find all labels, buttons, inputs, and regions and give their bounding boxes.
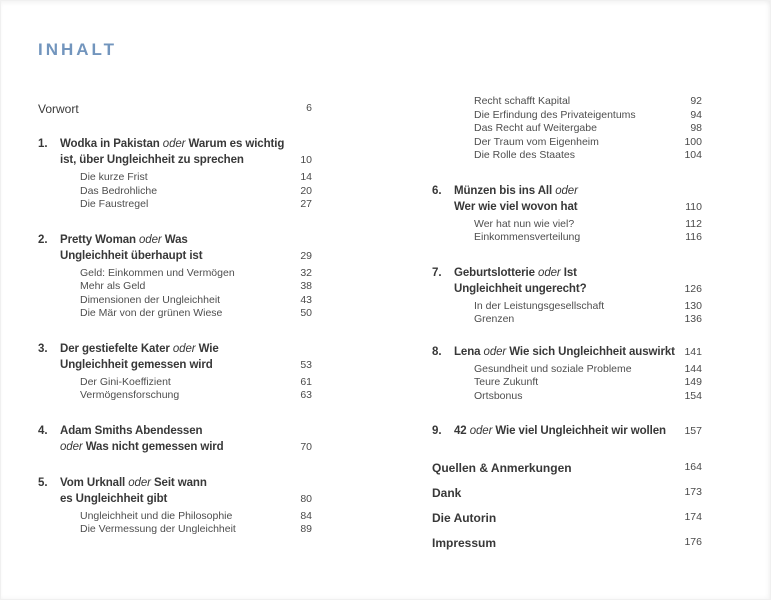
entry-label: Impressum [432, 536, 497, 550]
title-italic: oder [128, 476, 151, 489]
title-text: ist, über Ungleichheit zu sprechen [60, 154, 244, 166]
page-number: 80 [300, 492, 312, 505]
entry-label: Geld: Einkommen und Vermögen [80, 266, 235, 279]
toc-chapter-2 [38, 232, 312, 321]
chapter-subentries [432, 363, 702, 404]
chapter-title-line-1 [60, 341, 286, 357]
entry-label: Recht schafft Kapital [474, 95, 571, 107]
page-title: INHALT [38, 40, 118, 59]
chapter-title-line-1 [60, 423, 286, 439]
toc-subentry [38, 307, 312, 321]
title-text: Was [161, 233, 188, 246]
toc-subentry [38, 267, 312, 281]
title-text: Der gestiefelte Kater [60, 342, 173, 355]
page-number: 84 [300, 509, 312, 522]
title-italic: oder [483, 345, 507, 358]
chapter-title-line-2 [60, 248, 286, 264]
page-number: 14 [300, 171, 312, 183]
chapter-title-line-2 [454, 199, 676, 215]
entry-label: Ortsbonus [474, 389, 523, 402]
page-number: 100 [684, 135, 702, 148]
chapter-title-line-2 [60, 439, 286, 455]
toc-column-right [432, 95, 702, 550]
page-number: 50 [300, 307, 312, 319]
page-number: 20 [300, 184, 312, 197]
toc-chapter-8 [432, 344, 702, 404]
chapter-title-line-1 [454, 265, 676, 281]
toc-chapter-9 [432, 423, 702, 439]
toc-backmatter [432, 461, 702, 550]
toc-subentry [38, 198, 312, 212]
toc-entry-autorin [432, 511, 702, 525]
chapter-number: 1. [38, 138, 48, 150]
toc-subentry [432, 390, 702, 404]
title-text: es Ungleichheit gibt [60, 492, 168, 505]
entry-label: Vermögensforschung [80, 389, 180, 401]
toc-subentry [432, 122, 702, 136]
toc-subentry [38, 280, 312, 294]
entry-label: Teure Zukunft [474, 376, 539, 388]
entry-label: Die Autorin [432, 511, 497, 525]
page-number: 141 [684, 345, 702, 358]
chapter-title-line-1 [60, 232, 286, 248]
chapter-5-subentries-continued [432, 95, 702, 163]
page-number: 130 [684, 299, 702, 312]
page-number: 176 [684, 536, 702, 548]
page-number: 136 [684, 313, 702, 325]
page-number: 94 [690, 108, 702, 121]
title-text: Was nicht gemessen wird [82, 440, 224, 453]
toc-entry-impressum [432, 536, 702, 550]
chapter-entry [38, 341, 312, 373]
title-text: Ungleichheit gemessen wird [60, 358, 213, 371]
toc-subentry [38, 389, 312, 403]
page-number: 173 [684, 486, 702, 498]
chapter-entry [432, 344, 702, 360]
page-number: 110 [685, 200, 702, 213]
entry-label: Die Vermessung der Ungleichheit [80, 523, 236, 535]
title-text: Wer wie viel wovon hat [454, 200, 578, 213]
chapter-title-line-1 [60, 475, 286, 491]
entry-label: Die Mär von der grünen Wiese [80, 307, 223, 319]
page-number: 157 [684, 425, 702, 437]
chapter-number: 3. [38, 342, 48, 355]
entry-label: Dimensionen der Ungleichheit [80, 293, 221, 306]
entry-label: Grenzen [474, 313, 515, 325]
toc-entry-vorwort [38, 102, 312, 116]
toc-subentry [38, 185, 312, 199]
page-number: 154 [684, 389, 702, 402]
page-number: 112 [685, 217, 702, 230]
entry-label: Wer hat nun wie viel? [474, 217, 575, 230]
page-number: 116 [685, 231, 702, 243]
entry-label: Der Traum vom Eigenheim [474, 135, 599, 148]
entry-label: Die kurze Frist [80, 171, 148, 183]
entry-label: Das Recht auf Weitergabe [474, 122, 597, 134]
page-number: 98 [690, 122, 702, 134]
chapter-number: 2. [38, 233, 48, 246]
toc-subentry [432, 136, 702, 150]
chapter-subentries [38, 267, 312, 321]
entry-label: Der Gini-Koeffizient [80, 375, 171, 388]
page-number: 92 [690, 95, 702, 107]
toc-chapter-5 [38, 475, 312, 537]
title-text: Wie [195, 342, 219, 355]
toc-column-left [38, 40, 312, 537]
page-number: 43 [300, 293, 312, 306]
chapter-number: 9. [432, 425, 442, 437]
page-number: 70 [300, 440, 312, 453]
toc-subentry [38, 376, 312, 390]
entry-label: Dank [432, 486, 462, 500]
page-number: 164 [684, 461, 702, 473]
chapter-subentries [38, 376, 312, 403]
chapter-entry [432, 183, 702, 215]
chapter-title-line-1 [454, 344, 676, 360]
page-number: 149 [684, 376, 702, 388]
chapter-title-line-2 [60, 357, 286, 373]
page-number: 32 [300, 266, 312, 279]
toc-subentry [432, 300, 702, 314]
title-text: 42 [454, 425, 470, 437]
chapter-title-line-2 [60, 152, 286, 168]
chapter-number: 5. [38, 476, 48, 489]
page-number: 144 [684, 362, 702, 375]
title-text: Seit wann [150, 476, 207, 489]
chapter-subentries [38, 510, 312, 537]
entry-label: Mehr als Geld [80, 280, 146, 292]
chapter-title-line-2 [60, 491, 286, 507]
toc-subentry [432, 109, 702, 123]
chapter-title-line-1 [454, 423, 676, 439]
chapter-entry [432, 265, 702, 297]
entry-label: Einkommensverteilung [474, 231, 581, 243]
toc-subentry [432, 218, 702, 232]
entry-label: Gesundheit und soziale Probleme [474, 362, 632, 375]
title-text: Wie viel Ungleichheit wir wollen [492, 425, 666, 437]
entry-label: Die Faustregel [80, 198, 149, 210]
chapter-entry [38, 475, 312, 507]
chapter-entry [432, 423, 702, 439]
toc-subentry [38, 294, 312, 308]
toc-subentry [432, 95, 702, 109]
title-italic: oder [60, 440, 83, 453]
page-number: 10 [300, 154, 312, 166]
entry-label: In der Leistungsgesellschaft [474, 299, 605, 312]
page-number: 104 [684, 149, 702, 161]
page-number: 53 [300, 358, 312, 371]
entry-label: Die Rolle des Staates [474, 149, 575, 161]
page-number: 27 [300, 198, 312, 210]
toc-subentry [432, 363, 702, 377]
chapter-title-line-1 [60, 136, 286, 152]
chapter-title-line-2 [454, 281, 676, 297]
title-text: Adam Smiths Abendessen [60, 424, 203, 437]
entry-label: Die Erfindung des Privateigentums [474, 108, 636, 121]
title-text: Lena [454, 345, 484, 358]
title-italic: oder [139, 233, 162, 246]
toc-subentry [38, 510, 312, 524]
toc-subentry [38, 171, 312, 185]
page-number: 38 [300, 280, 312, 292]
title-italic: oder [469, 425, 493, 437]
chapter-subentries [38, 171, 312, 212]
page-number: 6 [306, 102, 312, 114]
entry-label: Quellen & Anmerkungen [432, 461, 572, 475]
entry-label: Vorwort [38, 102, 79, 116]
title-text: Münzen bis ins All [454, 184, 556, 197]
toc-chapter-3 [38, 341, 312, 403]
chapter-subentries [432, 300, 702, 327]
toc-subentry [432, 376, 702, 390]
page-number: 126 [684, 282, 702, 295]
title-text: Warum es wichtig [185, 138, 285, 150]
title-italic: oder [162, 138, 186, 150]
chapter-title-line-1 [454, 183, 676, 199]
chapter-entry [38, 136, 312, 168]
toc-chapter-1 [38, 136, 312, 212]
chapter-number: 6. [432, 184, 442, 197]
toc-subentry [432, 231, 702, 245]
toc-chapter-4 [38, 423, 312, 455]
toc-entry-quellen [432, 461, 702, 475]
title-text: Ungleichheit ungerecht? [454, 282, 587, 295]
page-number: 29 [300, 249, 312, 262]
page-number: 61 [300, 375, 312, 388]
title-text: Pretty Woman [60, 233, 140, 246]
chapter-number: 7. [432, 266, 442, 279]
title-text: Vom Urknall [60, 476, 129, 489]
page-number: 174 [684, 511, 702, 523]
title-text: Ungleichheit überhaupt ist [60, 249, 203, 262]
chapter-entry [38, 423, 312, 455]
toc-chapter-7 [432, 265, 702, 327]
title-text: Wodka in Pakistan [60, 138, 163, 150]
title-text: Wie sich Ungleichheit auswirkt [506, 345, 675, 358]
title-italic: oder [555, 184, 578, 197]
toc-subentry [432, 149, 702, 163]
page-number: 63 [300, 389, 312, 401]
entry-label: Das Bedrohliche [80, 184, 158, 197]
entry-label: Ungleichheit und die Philosophie [80, 509, 233, 522]
toc-subentry [432, 313, 702, 327]
title-italic: oder [172, 342, 196, 355]
chapter-number: 4. [38, 424, 48, 437]
title-italic: oder [538, 266, 561, 279]
toc-entry-dank [432, 486, 702, 500]
toc-subentry [38, 523, 312, 537]
title-text: Geburtslotterie [454, 266, 539, 279]
toc-chapter-6 [432, 183, 702, 245]
page-number: 89 [300, 523, 312, 535]
chapter-entry [38, 232, 312, 264]
chapter-subentries [432, 218, 702, 245]
title-text: Ist [560, 266, 577, 279]
chapter-number: 8. [432, 345, 442, 358]
